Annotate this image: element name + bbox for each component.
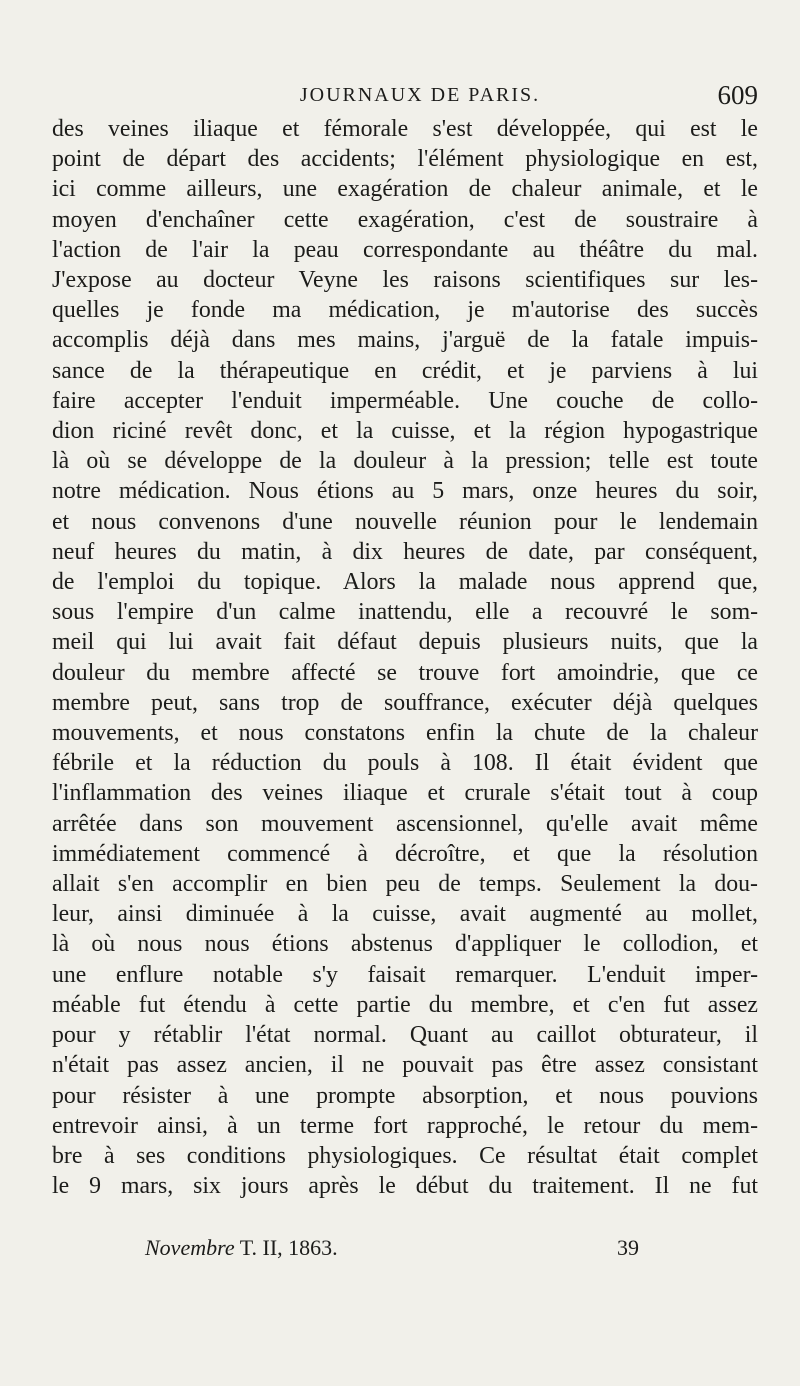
text-line: allait s'en accomplir en bien peu de temps. Seulement la dou- [52, 871, 758, 898]
text-line: pour résister à une prompte absorption, et nous pouvions [52, 1082, 758, 1109]
text-line: méable fut étendu à cette partie du membre, et c'en fut assez [52, 991, 758, 1018]
running-head [52, 80, 758, 116]
text-line: faire accepter l'enduit imperméable. Une couche de collo- [52, 387, 758, 414]
text-line: neuf heures du matin, à dix heures de date, par conséquent, [52, 538, 758, 565]
text-line: et nous convenons d'une nouvelle réunion pour le lendemain [52, 508, 758, 535]
running-title: JOURNAUX DE PARIS. [299, 84, 541, 106]
text-line: des veines iliaque et fémorale s'est développée, qui est le [52, 116, 758, 142]
text-line: là où se développe de la douleur à la pression; telle est toute [52, 448, 758, 475]
text-line: douleur du membre affecté se trouve fort amoindrie, que ce [52, 659, 758, 686]
text-line: pour y rétablir l'état normal. Quant au caillot obturateur, il [52, 1022, 758, 1049]
page-footer [145, 1235, 665, 1265]
text-line: quelles je fonde ma médication, je m'autorise des succès [52, 297, 758, 324]
text-line: accomplis déjà dans mes mains, j'arguë de la fatale impuis- [52, 327, 758, 354]
text-line: l'inflammation des veines iliaque et crurale s'était tout à coup [52, 780, 758, 807]
text-line: point de départ des accidents; l'élément physiologique en est, [52, 146, 758, 173]
text-line: ici comme ailleurs, une exagération de chaleur animale, et le [52, 176, 758, 203]
text-line: J'expose au docteur Veyne les raisons scientifiques sur les- [52, 267, 758, 294]
text-line: dion riciné revêt donc, et la cuisse, et la région hypogastrique [52, 418, 758, 445]
body-text [52, 114, 758, 1201]
text-line: notre médication. Nous étions au 5 mars, onze heures du soir, [52, 478, 758, 505]
footer-month: Novembre [145, 1235, 235, 1260]
text-line: de l'emploi du topique. Alors la malade nous apprend que, [52, 569, 758, 596]
text-line: moyen d'enchaîner cette exagération, c'est de soustraire à [52, 206, 758, 233]
text-line: n'était pas assez ancien, il ne pouvait pas être assez consistant [52, 1052, 758, 1079]
text-line: là où nous nous étions abstenus d'appliquer le collodion, et [52, 931, 758, 958]
footer-volume-year: T. II, 1863. [234, 1235, 338, 1260]
sheet-number: 39 [617, 1235, 639, 1260]
text-line: leur, ainsi diminuée à la cuisse, avait augmenté au mollet, [52, 901, 758, 928]
text-line: immédiatement commencé à décroître, et que la résolution [52, 840, 758, 867]
text-line: une enflure notable s'y faisait remarquer. L'enduit imper- [52, 961, 758, 988]
text-line: entrevoir ainsi, à un terme fort rapproché, le retour du mem- [52, 1112, 758, 1139]
text-line: mouvements, et nous constatons enfin la chute de la chaleur [52, 720, 758, 747]
text-line: l'action de l'air la peau correspondante au théâtre du mal. [52, 236, 758, 263]
text-line: membre peut, sans trop de souffrance, exécuter déjà quelques [52, 689, 758, 716]
text-line: arrêtée dans son mouvement ascensionnel, qu'elle avait même [52, 810, 758, 837]
page-number: 609 [717, 80, 758, 110]
text-line: sance de la thérapeutique en crédit, et je parviens à lui [52, 357, 758, 384]
text-line: meil qui lui avait fait défaut depuis plusieurs nuits, que la [52, 629, 758, 656]
footer-signature [145, 1235, 338, 1261]
text-line: fébrile et la réduction du pouls à 108. Il était évident que [52, 750, 758, 777]
text-line: sous l'empire d'un calme inattendu, elle a recouvré le som- [52, 599, 758, 626]
text-line: bre à ses conditions physiologiques. Ce résultat était complet [52, 1142, 758, 1169]
text-line: le 9 mars, six jours après le début du traitement. Il ne fut [52, 1173, 758, 1200]
